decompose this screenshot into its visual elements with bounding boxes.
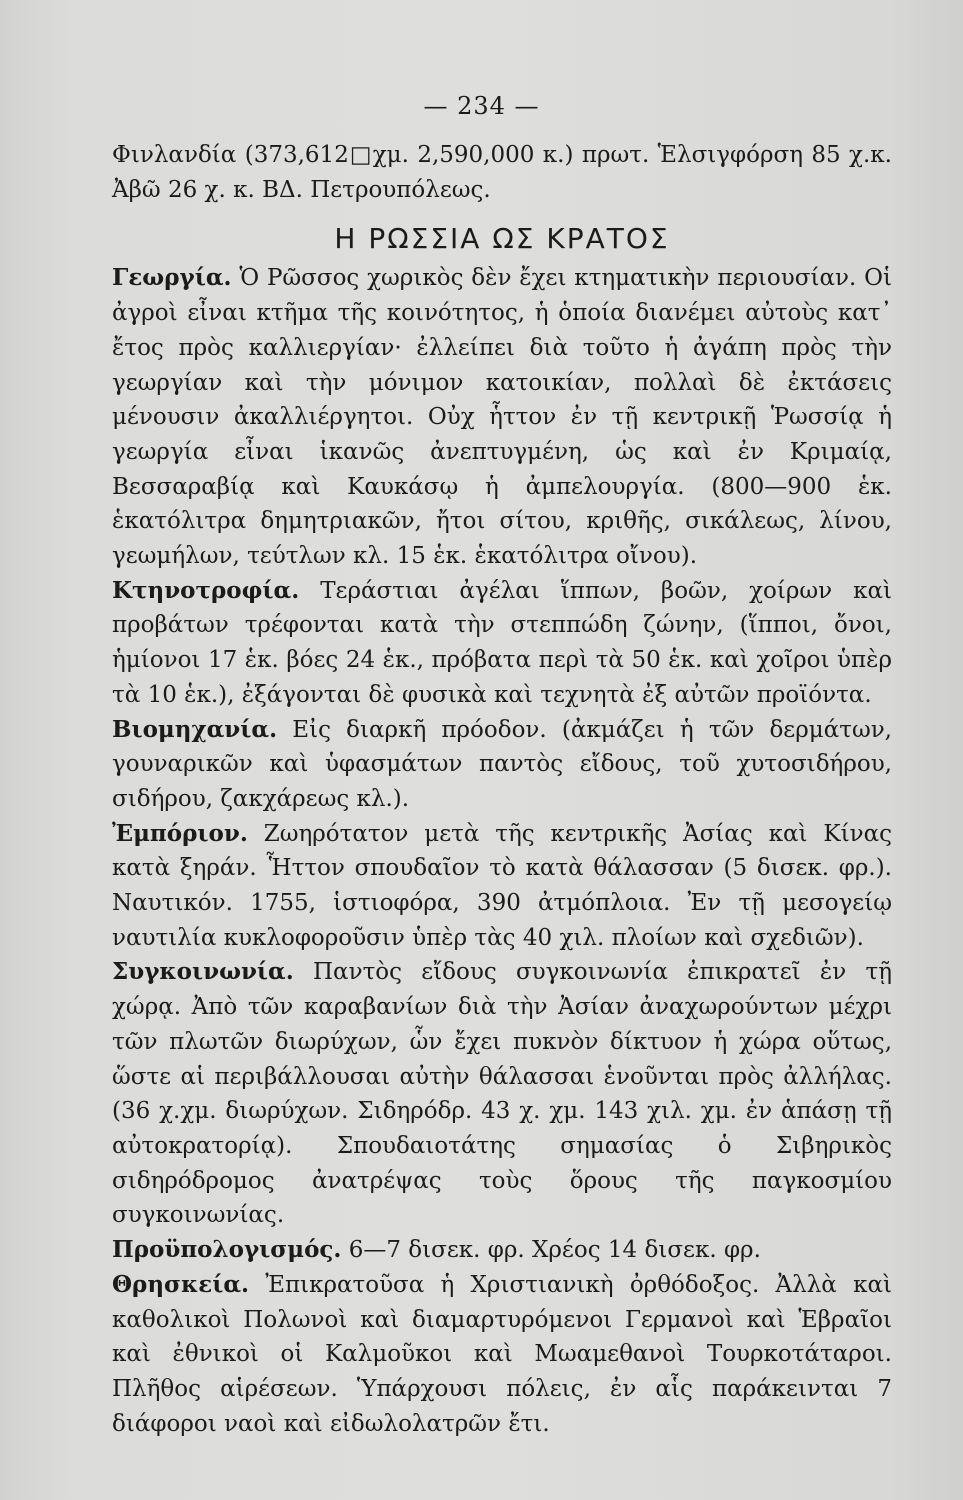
text-livestock: Τεράστιαι ἀγέλαι ἵππων, βοῶν, χοίρων καὶ προβάτων τρέφονται κατὰ τὴν στεππώδη ζώνην, (ἵπποι, ὄνοι, ἡμίονοι 17 ἑκ. βόες 24 ἑκ., πρόβατα περὶ τὰ 50 ἑκ. καὶ χοῖροι ὑπὲρ τὰ 10 ἑκ.), ἐξάγονται δὲ φυσικὰ καὶ τεχνητὰ ἐξ αὐτῶν προϊόντα. [112,577,892,708]
intro-paragraph: Φινλανδία (373,612□χμ. 2,590,000 κ.) πρωτ. Ἑλσιγφόρση 85 χ.κ. Ἀβῶ 26 χ. κ. ΒΔ. Πετρουπόλεως. [112,142,892,203]
paragraph-livestock [112,574,892,713]
heading-commerce: Ἐμπόριον. [112,819,248,847]
paragraph-agriculture [112,261,892,573]
paragraph-budget [112,1233,892,1268]
heading-budget: Προϋπολογισμός. [112,1236,342,1264]
body-text [112,138,892,1441]
paragraph-religion [112,1268,892,1442]
heading-communication: Συγκοινωνία. [112,958,294,986]
text-industry: Εἰς διαρκῆ πρόοδον. (ἀκμάζει ἡ τῶν δερμάτων, γουναρικῶν καὶ ὑφασμάτων παντὸς εἴδους, τοῦ χυτοσιδήρου, σιδήρου, ζακχάρεως κλ.). [112,716,892,812]
heading-agriculture: Γεωργία. [112,264,232,292]
text-religion: Ἐπικρατοῦσα ἡ Χριστιανικὴ ὀρθόδοξος. Ἀλλὰ καὶ καθολικοὶ Πολωνοὶ καὶ διαμαρτυρόμενοι Γερμανοὶ καὶ Ἑβραῖοι καὶ ἐθνικοὶ οἱ Καλμοῦκοι καὶ Μωαμεθανοὶ Τουρκοτάταροι. Πλῆθος αἱρέσεων. Ὑπάρχουσι πόλεις, ἐν αἷς παράκεινται 7 διάφοροι ναοὶ καὶ εἰδωλολατρῶν ἔτι. [112,1271,892,1437]
page-number: — 234 — [423,92,540,120]
text-communication: Παντὸς εἴδους συγκοινωνία ἐπικρατεῖ ἐν τῇ χώρᾳ. Ἀπὸ τῶν καραβανίων διὰ τὴν Ἀσίαν ἀναχωρούντων μέχρι τῶν πλωτῶν διωρύχων, ὧν ἔχει πυκνὸν δίκτυον ἡ χώρα οὕτως, ὥστε αἱ περιβάλλουσαι αὐτὴν θάλασσαι ἑνοῦνται πρὸς ἀλλήλας. (36 χ.χμ. διωρύχων. Σιδηρόδρ. 43 χ. χμ. 143 χιλ. χμ. ἐν ἁπάσῃ τῇ αὐτοκρατορίᾳ). Σπουδαιοτάτης σημασίας ὁ Σιβηρικὸς σιδηρόδρομος ἀνατρέψας τοὺς ὅρους τῆς παγκοσμίου συγκοινωνίας. [112,959,892,1229]
text-budget: 6—7 δισεκ. φρ. Χρέος 14 δισεκ. φρ. [341,1237,761,1264]
heading-religion: Θρησκεία. [112,1270,250,1298]
heading-industry: Βιομηχανία. [112,715,278,743]
text-commerce: Ζωηρότατον μετὰ τῆς κεντρικῆς Ἀσίας καὶ Κίνας κατὰ ξηράν. Ἧττον σπουδαῖον τὸ κατὰ θάλασσαν (5 δισεκ. φρ.). Ναυτικόν. 1755, ἱστιοφόρα, 390 ἀτμόπλοια. Ἐν τῇ μεσογείῳ ναυτιλία κυκλοφοροῦσιν ὑπὲρ τὰς 40 χιλ. πλοίων καὶ σχεδιῶν). [112,820,892,951]
paragraph-industry [112,713,892,817]
paragraph-commerce [112,817,892,956]
text-agriculture: Ὁ Ρῶσσος χωρικὸς δὲν ἔχει κτηματικὴν περιουσίαν. Οἱ ἀγροὶ εἶναι κτῆμα τῆς κοινότητος, ἡ ὁποία διανέμει αὐτοὺς κατ᾽ ἔτος πρὸς καλλιεργίαν· ἐλλείπει διὰ τοῦτο ἡ ἀγάπη πρὸς τὴν γεωργίαν καὶ τὴν μόνιμον κατοικίαν, πολλαὶ δὲ ἐκτάσεις μένουσιν ἀκαλλιέργητοι. Οὐχ ἧττον ἐν τῇ κεντρικῇ Ῥωσσίᾳ ἡ γεωργία εἶναι ἱκανῶς ἀνεπτυγμένη, ὡς καὶ ἐν Κριμαίᾳ, Βεσσαραβίᾳ καὶ Καυκάσῳ ἡ ἀμπελουργία. (800—900 ἑκ. ἑκατόλιτρα δημητριακῶν, ἤτοι σίτου, κριθῆς, σικάλεως, λίνου, γεωμήλων, τεύτλων κλ. 15 ἑκ. ἑκατόλιτρα οἴνου). [112,265,892,570]
heading-livestock: Κτηνοτροφία. [112,576,300,604]
section-title: Η ΡΩΣΣΙΑ ΩΣ ΚΡΑΤΟΣ [334,222,670,256]
paragraph-communication [112,955,892,1233]
